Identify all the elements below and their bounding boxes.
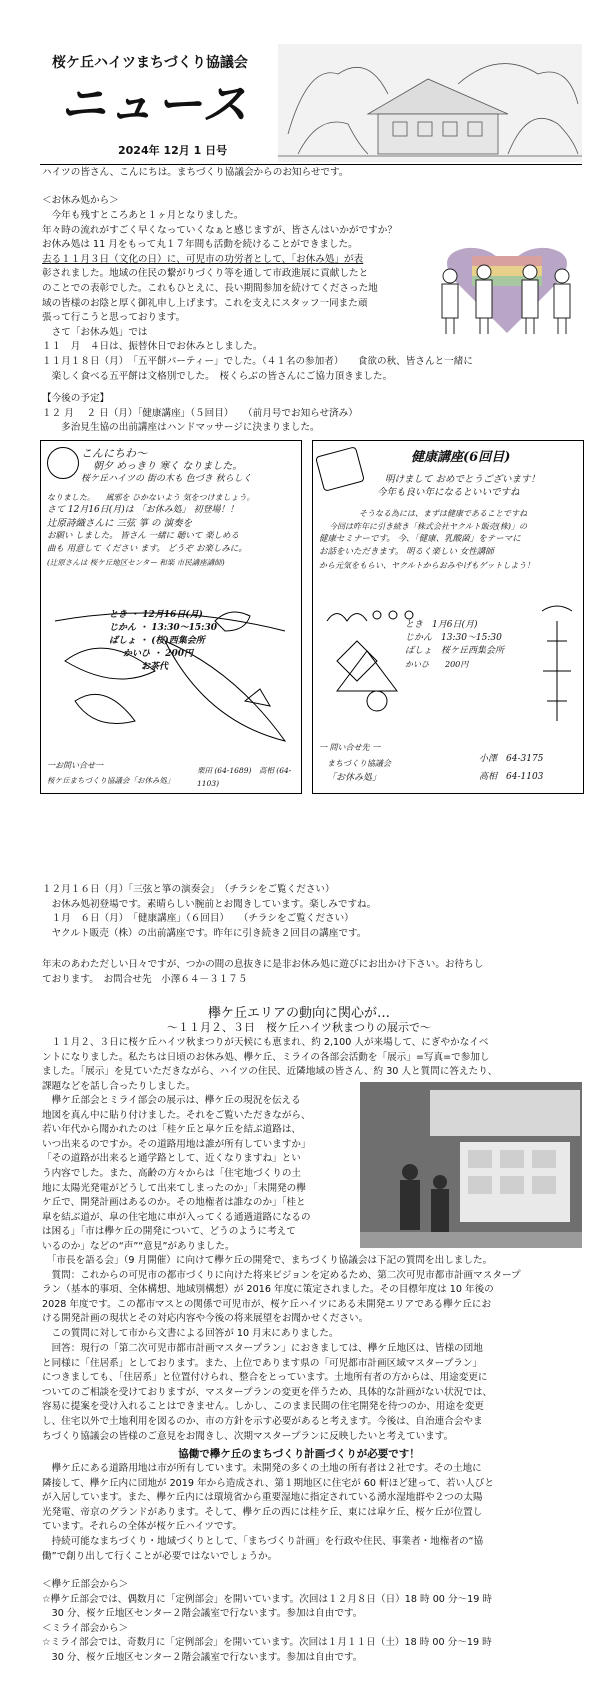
text-line: 今年も残すところあと１ヶ月となりました。 (42, 210, 244, 221)
issue-date: 2024年 12月 1 日号 (118, 144, 228, 157)
text-line: この質問に対して市から文書による回答が 10 月末にありました。 (42, 1327, 339, 1339)
text-line: １月 ６日（月） 「健康講座」（６回目） （チラシをご覧ください） (42, 913, 354, 925)
text-line: 欅ケ丘にある道路用地は市が所有しています。未開発の多くの土地の所有者は２社です。その土地に (42, 1463, 482, 1474)
text-line: １１月２、３日に桜ケ丘ハイツ秋まつりが天候にも恵まれ、約 2,100 人が来場して、にぎやかなイベ (42, 1037, 489, 1048)
oyasumi-flag-icon (315, 446, 365, 492)
text-line: いるのか」などの“声”“意見”がありました。 (42, 1240, 235, 1252)
flyer-contact-label: 一 問い合せ先 一 (319, 743, 381, 752)
seminar-title: 健康講座(6回目) (411, 450, 511, 465)
text-line: 域の皆様のお陰と厚く御礼申し上げます。これを支えにスタッフ一同また頑 (42, 297, 368, 309)
text-line: 隣接して、欅ケ丘内に団地が 2019 年から造成され、第１期地区に住宅が 60 軒ほど建って、若い人びと (42, 1477, 494, 1489)
text-line: のことでの表彰でした。これもひとえに、長い期間参加を続けてくださった地 (42, 282, 378, 294)
event-line: お茶代 (141, 662, 169, 672)
text-line: 容易に提案を受け入れることはできません。しかし、このまま民間の住宅開発を待つのか、用途を変更 (42, 1401, 484, 1413)
text-line: う内容でした。また、高齢の方々からは「住宅地づくりの土 (42, 1167, 302, 1179)
flyer-line: さて 12月16日(月)は 「お休み処」 初登場！！ (47, 505, 239, 515)
text-line: 課題などを話し合ったりしました。 (42, 1080, 196, 1092)
article-question-section (42, 1254, 582, 1342)
flyer-line: 健康セミナーです。 今、「健康、乳酸菌」をテーマに (319, 534, 521, 544)
text-line: ☆欅ケ丘部会では、偶数月に「定例部会」を開いています。次回は１２月８日（日）18 時 00 分～19 時 (42, 1593, 492, 1605)
flyer-line: 桜ケ丘ハイツの 街の木も 色づき 秋らしく (81, 474, 252, 484)
event-line: かいひ ・ 200円 (123, 649, 194, 659)
article-bold-heading: 協働で欅ケ丘のまちづくり計画づくりが必要です！ (178, 1448, 420, 1460)
text-line: １１月１８日（月） 「五平餅パーティー」でした。（４１名の参加者） 食欲の秋、皆さんと一緒に (42, 355, 473, 367)
flyer-contact-org: 「お休み処」 (327, 773, 382, 783)
health-seminar-flyer (312, 440, 584, 794)
header-rule (40, 164, 582, 165)
text-line: 年々時の流れがすごく早くなっていくなぁと感じますが、皆さんはいかがですか？ (42, 224, 397, 236)
article-exhibit-text (42, 1094, 354, 1255)
text-line: いつ出来るのですか。その道路用地は誰が所有していますか」 (42, 1138, 311, 1150)
text-line: し、住宅以外で土地利用を図るのか、市の方針を示す必要があると考えます。今後は、自治連合会やま (42, 1415, 483, 1427)
event-line: ばしょ 桜ケ丘西集会所 (405, 646, 505, 656)
text-line: ける開発計画の現状とその対応内容や今後の将来展望をお聞かせください。 (42, 1313, 369, 1325)
text-line: ラン（基本的事項、全体構想、地域別構想）が 2016 年度に策定されました。その目標年度は 10 年後の (42, 1284, 494, 1296)
text-line: １２ 月 ２ 日（月）「健康講座」（５回目） （前月号でお知らせ済み） (42, 407, 358, 419)
text-line: 地図を真ん中に貼り付けました。それをご覧いただきながら、 (42, 1109, 311, 1121)
event-line: ばしょ ・ (桜)西集会所 (109, 636, 205, 646)
concert-event-box (109, 609, 218, 674)
flyer-line: そうなる為には、まずは健康であることですね (359, 509, 527, 518)
event-line: じかん 13:30〜15:30 (405, 633, 502, 643)
house-sketch-illustration (278, 44, 582, 162)
text-line: 働”で創り出して行くことが必要ではないでしょうか。 (42, 1550, 278, 1562)
text-line: 若い年代から聞かれたのは「桂ケ丘と皐ケ丘を結ぶ道路は、 (42, 1124, 302, 1136)
text-line: 楽しく食べる五平餅は文格別でした。 桜くらぶの皆さんにご協力頂きました。 (42, 370, 393, 382)
text-line: ました。「展示」を見ていただきながら、ハイツの住民、近隣地域の皆さん、約 30 人と質問に答えたり、 (42, 1066, 498, 1078)
text-line: １１ 月 ４日は、振替休日でお休みとしました。 (42, 341, 263, 353)
text-line: 彰されました。地域の住民の繋がりづくり等を通して市政進展に貢献したと (42, 268, 369, 280)
oyasumi-heading: ＜お休み処から＞ (42, 195, 119, 206)
newsletter-title: ニュース (60, 77, 250, 131)
text-line: ヤクルト販売（株）の出前講座です。昨年に引き続き２回目の講座です。 (42, 927, 367, 939)
article-subtitle: ～１１月２、３日 桜ケ丘ハイツ秋まつりの展示で～ (167, 1021, 431, 1034)
event-line: じかん ・ 13:30〜15:30 (109, 623, 218, 633)
text-line: が入居しています。また、欅ケ丘内には環境省から重要湿地に指定されている湧水湿地群や２つの太陽 (42, 1492, 483, 1504)
flyer-contact-org: まちづくり協議会 (327, 759, 391, 768)
exhibit-photo (360, 1082, 582, 1248)
text-line: 欅ケ丘部会とミライ部会の展示は、欅ケ丘の現況を伝える (42, 1095, 301, 1106)
event-line: かいひ 200円 (405, 660, 469, 669)
text-line: ☆ミライ部会では、奇数月に「定例部会」を開いています。次回は１月１１日（土）18 時 00 分～19 時 (42, 1637, 492, 1649)
text-line: 光発電、帝京のグランドがあります。そして、欅ケ丘の西には桂ケ丘、東には皐ケ丘、桜ケ丘が位置し (42, 1506, 483, 1518)
concert-flyer (40, 440, 302, 794)
flyer-line: 朝夕 めっきり 寒く なりました。 (93, 461, 243, 472)
text-line: 30 分、桜ケ丘地区センター２階会議室で行ないます。参加は自由です。 (42, 1651, 363, 1663)
flyer-contact-phones: 栗田 (64-1689) 高相 (64-1103) (197, 766, 292, 788)
event-line: とき 1月6日(月) (405, 620, 478, 630)
text-line: ＜ミライ部会から＞ (42, 1622, 129, 1634)
text-line: 2028 年度です。この都市マスとの関係で可児市が、桜ケ丘ハイツにある未開発エリアである欅ケ丘にお (42, 1298, 492, 1310)
flyer-line: 今年も良い年になるといいですね (377, 487, 520, 498)
text-line: 張って行こうと思っております。 (42, 312, 186, 324)
article-conclusion-section (42, 1462, 582, 1564)
text-line: 「市長を語る会」（9 月開催）に向けて欅ケ丘の開発で、まちづくり協議会は下記の質問を出しました。 (42, 1255, 493, 1266)
plans-heading: 【今後の予定】 (42, 393, 110, 404)
text-line: 年末のあわただしい日々ですが、つかの間の息抜きに是非お休み処に遊びにお出かけ下さい。お待ちし (42, 959, 484, 970)
flyer-contact-org: 桜ケ丘まちづくり協議会「お休み処」 (47, 776, 175, 785)
flyer-line: 今回は昨年に引き続き「株式会社ヤクルト販売(株)」の (329, 522, 527, 531)
article-answer-section (42, 1342, 582, 1444)
committee-notices (42, 1578, 582, 1666)
flyer-line: こんにちわ〜 (81, 447, 147, 460)
text-line: 持続可能なまちづくり・地域づくりとして、「まちづくり計画」を行政や住民、事業者・地権者の“協 (42, 1535, 484, 1547)
article-title: 欅ケ丘エリアの動向に関心が… (207, 1006, 390, 1021)
flyer-line: 辻原詩織さんに 三弦 箏 の 演奏を (47, 518, 193, 529)
text-line: 多治見生協の出前講座はハンドマッサージに決まりました。 (42, 422, 320, 434)
text-line: 「その道路が出来ると通学路として、近くなりますね」とい (42, 1153, 301, 1165)
flyer-line: お話をいただきます。 明るく楽しい 女性講師 (319, 547, 494, 557)
flyer-contact-label: 一お問い合せ一 (47, 761, 103, 770)
flyer-contact-phone: 小澤 64-3175 (479, 754, 544, 764)
text-line: 皐を結ぶ道が、皐の住宅地に車が入ってくる通過道路になるの (42, 1211, 311, 1223)
oyasumi-stamp-icon (47, 447, 79, 479)
people-heart-illustration (432, 238, 582, 338)
text-line: さて「お休み処」では (42, 326, 148, 338)
flyer-line: 明けまして おめでとうございます！ (385, 474, 541, 485)
text-line: 地に太陽光発電がどうして出来てしまったのか」「未開発の欅 (42, 1182, 306, 1194)
text-line: ントになりました。私たちは日頃のお休み処、欅ケ丘、ミライの各部会活動を「展示」=写真=で参加し (42, 1051, 490, 1063)
closing-section (42, 958, 582, 987)
text-line: ております。 お問合せ先 小澤６４－３１７５ (42, 973, 248, 985)
text-line: ちづくり協議会の皆様のご意見をお聞きし、次期マスタープランに反映したいと考えています。 (42, 1430, 454, 1442)
schedule-section (42, 883, 582, 941)
text-line: 去る１１月３日（文化の日）に、可児市の功労者として、「お休み処」が表 (42, 253, 364, 265)
text-line: 質問：これからの可児市の都市づくりに向けた将来ビジョンを定めるため、第二次可児市都市計画マスタープ (42, 1269, 521, 1281)
flyer-line: お願い しました。 皆さん 一緒に 聴いて 楽しめる (47, 531, 240, 541)
flyer-line: 曲も 用意して ください ます。 どうぞ お楽しみに。 (47, 544, 247, 554)
event-line: とき ・ 12月16日(月) (109, 610, 203, 620)
text-line: ています。それらの全体が桜ケ丘ハイツです。 (42, 1521, 242, 1533)
text-line: １２月１６日（月）「三弦と箏の演奏会」 （チラシをご覧ください） (42, 884, 335, 895)
text-line: ついてのご相談を受けておりますが、マスタープランの変更を伴うため、具体的な計画がない状況では、 (42, 1386, 493, 1398)
greeting-text: ハイツの皆さん、こんにちは。まちづくり協議会からのお知らせです。 (42, 167, 349, 178)
text-line: につきましても、「住居系」と位置付けられ、整合をとっています。土地所有者の方からは、用途変更に (42, 1372, 488, 1384)
flyer-contact-phone: 高相 64-1103 (479, 772, 544, 782)
text-line: お休み処は 11 月をもって丸１７年間も活動を続けることができました。 (42, 239, 358, 251)
text-line: ケ丘で、開発計画はあるのか。その地権者は誰なのか」「桂と (42, 1197, 306, 1209)
text-line: と同様に「住居系」としております。また、上位であります県の「可児都市計画区域マスタープラン」 (42, 1357, 483, 1369)
newsletter-org: 桜ケ丘ハイツまちづくり協議会 (52, 55, 248, 71)
flyer-line: から元気をもらい、ヤクルトからおみやげもゲットしよう！ (319, 561, 535, 570)
text-line: ＜欅ケ丘部会から＞ (42, 1579, 129, 1590)
flyer-line: (辻原さんは 桜ケ丘地区センター 和楽 市民講座講師) (47, 558, 225, 567)
seminar-event-box (405, 619, 537, 671)
text-line: 回答：現行の「第二次可児市都市計画マスタープラン」におきましては、欅ケ丘地区は、皆様の団地 (42, 1343, 483, 1354)
text-line: は困る」「市は欅ケ丘の開発について、どうのように考えて (42, 1226, 296, 1238)
flyer-line: なりました。 風邪を ひかないよう 気をつけましょう。 (47, 493, 255, 502)
text-line: 30 分、桜ケ丘地区センター２階会議室で行ないます。参加は自由です。 (42, 1608, 363, 1620)
plans-section (42, 392, 582, 436)
text-line: お休み処初登場です。素晴らしい腕前とお聞きしています。楽しみですね。 (42, 898, 377, 910)
